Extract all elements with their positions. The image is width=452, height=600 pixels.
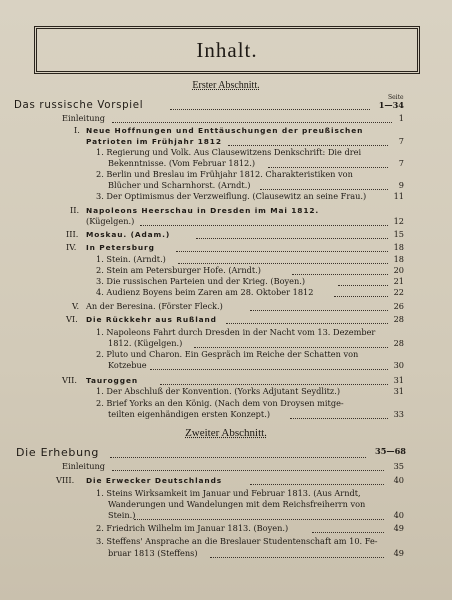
ch2-title-line2: (Kügelgen.) [86,216,135,226]
ch8-page: 40 [393,475,404,485]
leader [112,470,384,471]
ch1-item3-page: 11 [393,191,404,201]
ch7-page: 31 [393,375,404,385]
ch8-title: Die Erwecker Deutschlands [86,476,223,485]
ch1-item2-line1: 2. Berlin und Breslau im Frühjahr 1812. Charakteristiken von [96,169,353,179]
ch2-page: 12 [393,216,404,226]
page-title: Inhalt. [196,37,258,62]
ch1-item2-line2: Blücher und Scharnhorst. (Arndt.) [108,180,251,190]
ch4-page: 18 [393,242,404,252]
ch4-item1: 1. Stein. (Arndt.) [96,254,166,264]
section2-heading: Zweiter Abschnitt. [185,427,267,439]
ch1-num: I. [74,125,80,135]
ch1-item1-line2: Bekenntnisse. (Vom Februar 1812.) [108,158,256,168]
ch6-num: VI. [66,314,78,324]
ch8-item1-line1: 1. Steins Wirksamkeit im Januar und Februar 1813. (Aus Arndt, [96,488,361,498]
ch7-item2-line1: 2. Brief Yorks an den König. (Nach dem von Droysen mitge- [96,398,344,408]
ch1-title-line2: Patrioten im Frühjahr 1812 [86,137,222,146]
ch1-item1-line1: 1. Regierung und Volk. Aus Clausewitzens Denkschrift: Die drei [96,147,362,157]
ch8-item2-page: 49 [393,523,404,533]
ch3-page: 15 [393,229,404,239]
part2-title: Die Erhebung [16,446,100,459]
leader [194,347,388,348]
leader [312,532,384,533]
leader [260,189,388,190]
ch8-item1-line3: Stein.) [108,510,136,520]
ch8-item1-page: 40 [393,510,404,520]
ch2-num: II. [70,205,80,215]
ch1-page: 7 [398,136,404,146]
leader [134,519,384,520]
leader [110,457,366,458]
leader [250,484,384,485]
seite-label: Seite [388,94,404,101]
ch7-num: VII. [62,375,77,385]
leader [112,122,392,123]
einleitung1-page: 1 [398,113,404,123]
ch3-title: Moskau. (Adam.) [86,230,171,239]
einleitung1: Einleitung [62,113,106,123]
ch6-item2-line1: 2. Pluto und Charon. Ein Gespräch im Reiche der Schatten von [96,349,359,359]
ch4-item4-page: 22 [393,287,404,297]
ch8-item3-line1: 3. Steffens' Ansprache an die Breslauer Studentenschaft am 10. Fe- [96,536,378,546]
einleitung2-page: 35 [393,461,404,471]
ch8-item2-line1: 2. Friedrich Wilhelm im Januar 1813. (Boyen.) [96,523,289,533]
ch6-page: 28 [393,314,404,324]
ch7-item1-page: 31 [393,386,404,396]
ch6-title: Die Rückkehr aus Rußland [86,315,217,324]
leader [160,384,388,385]
leader [210,557,384,558]
ch4-item3: 3. Die russischen Parteien und der Krieg. (Boyen.) [96,276,306,286]
part1-pages: 1—34 [378,100,404,110]
leader [196,238,388,239]
leader [150,369,388,370]
ch3-num: III. [66,229,79,239]
leader [268,167,388,168]
ch7-item2-line2: teilten eigenhändigen ersten Konzept.) [108,409,271,419]
ch6-item2-line2: Kotzebue [108,360,147,370]
ch6-item1-line1: 1. Napoleons Fahrt durch Dresden in der Nacht vom 13. Dezember [96,327,376,337]
ch4-item1-page: 18 [393,254,404,264]
einleitung2: Einleitung [62,461,106,471]
leader [226,323,388,324]
leader [292,274,388,275]
ch7-item1-line1: 1. Der Abschluß der Konvention. (Yorks Adjutant Seydlitz.) [96,386,341,396]
ch8-item3-line2: bruar 1813 (Steffens) [108,548,198,558]
ch8-num: VIII. [56,475,75,485]
leader [178,263,388,264]
leader [170,109,370,110]
leader [176,251,388,252]
ch4-item4: 4. Audienz Boyens beim Zaren am 28. Oktober 1812 [96,287,314,297]
ch4-item3-page: 21 [393,276,404,286]
leader [250,310,388,311]
section1-heading: Erster Abschnitt. [192,80,260,91]
part1-title: Das russische Vorspiel [14,100,144,111]
ch1-item2-page: 9 [398,180,404,190]
ch4-item2-page: 20 [393,265,404,275]
ch1-item3-line1: 3. Der Optimismus der Verzweiflung. (Clausewitz an seine Frau.) [96,191,367,201]
ch5-page: 26 [393,301,404,311]
ch1-item1-page: 7 [398,158,404,168]
ch7-title: Tauroggen [86,376,139,385]
ch5-title: An der Beresina. (Förster Fleck.) [86,301,223,311]
ch6-item1-page: 28 [393,338,404,348]
ch8-item1-line2: Wanderungen und Wandelungen mit dem Reichsfreiherrn von [108,499,366,509]
leader [290,418,388,419]
ch8-item3-page: 49 [393,548,404,558]
ch6-item2-page: 30 [393,360,404,370]
title-frame [34,26,420,74]
ch4-item2: 2. Stein am Petersburger Hofe. (Arndt.) [96,265,261,275]
leader [140,225,388,226]
ch4-num: IV. [66,242,77,252]
ch4-title: In Petersburg [86,243,155,252]
ch6-item1-line2: 1812. (Kügelgen.) [108,338,183,348]
leader [228,145,388,146]
part2-pages: 35—68 [375,446,406,456]
ch1-title-line1: Neue Hoffnungen und Enttäuschungen der preußischen [86,126,364,135]
ch2-title-line1: Napoleons Heerschau in Dresden im Mai 1812. [86,206,320,215]
ch5-num: V. [72,301,80,311]
ch7-item2-page: 33 [393,409,404,419]
